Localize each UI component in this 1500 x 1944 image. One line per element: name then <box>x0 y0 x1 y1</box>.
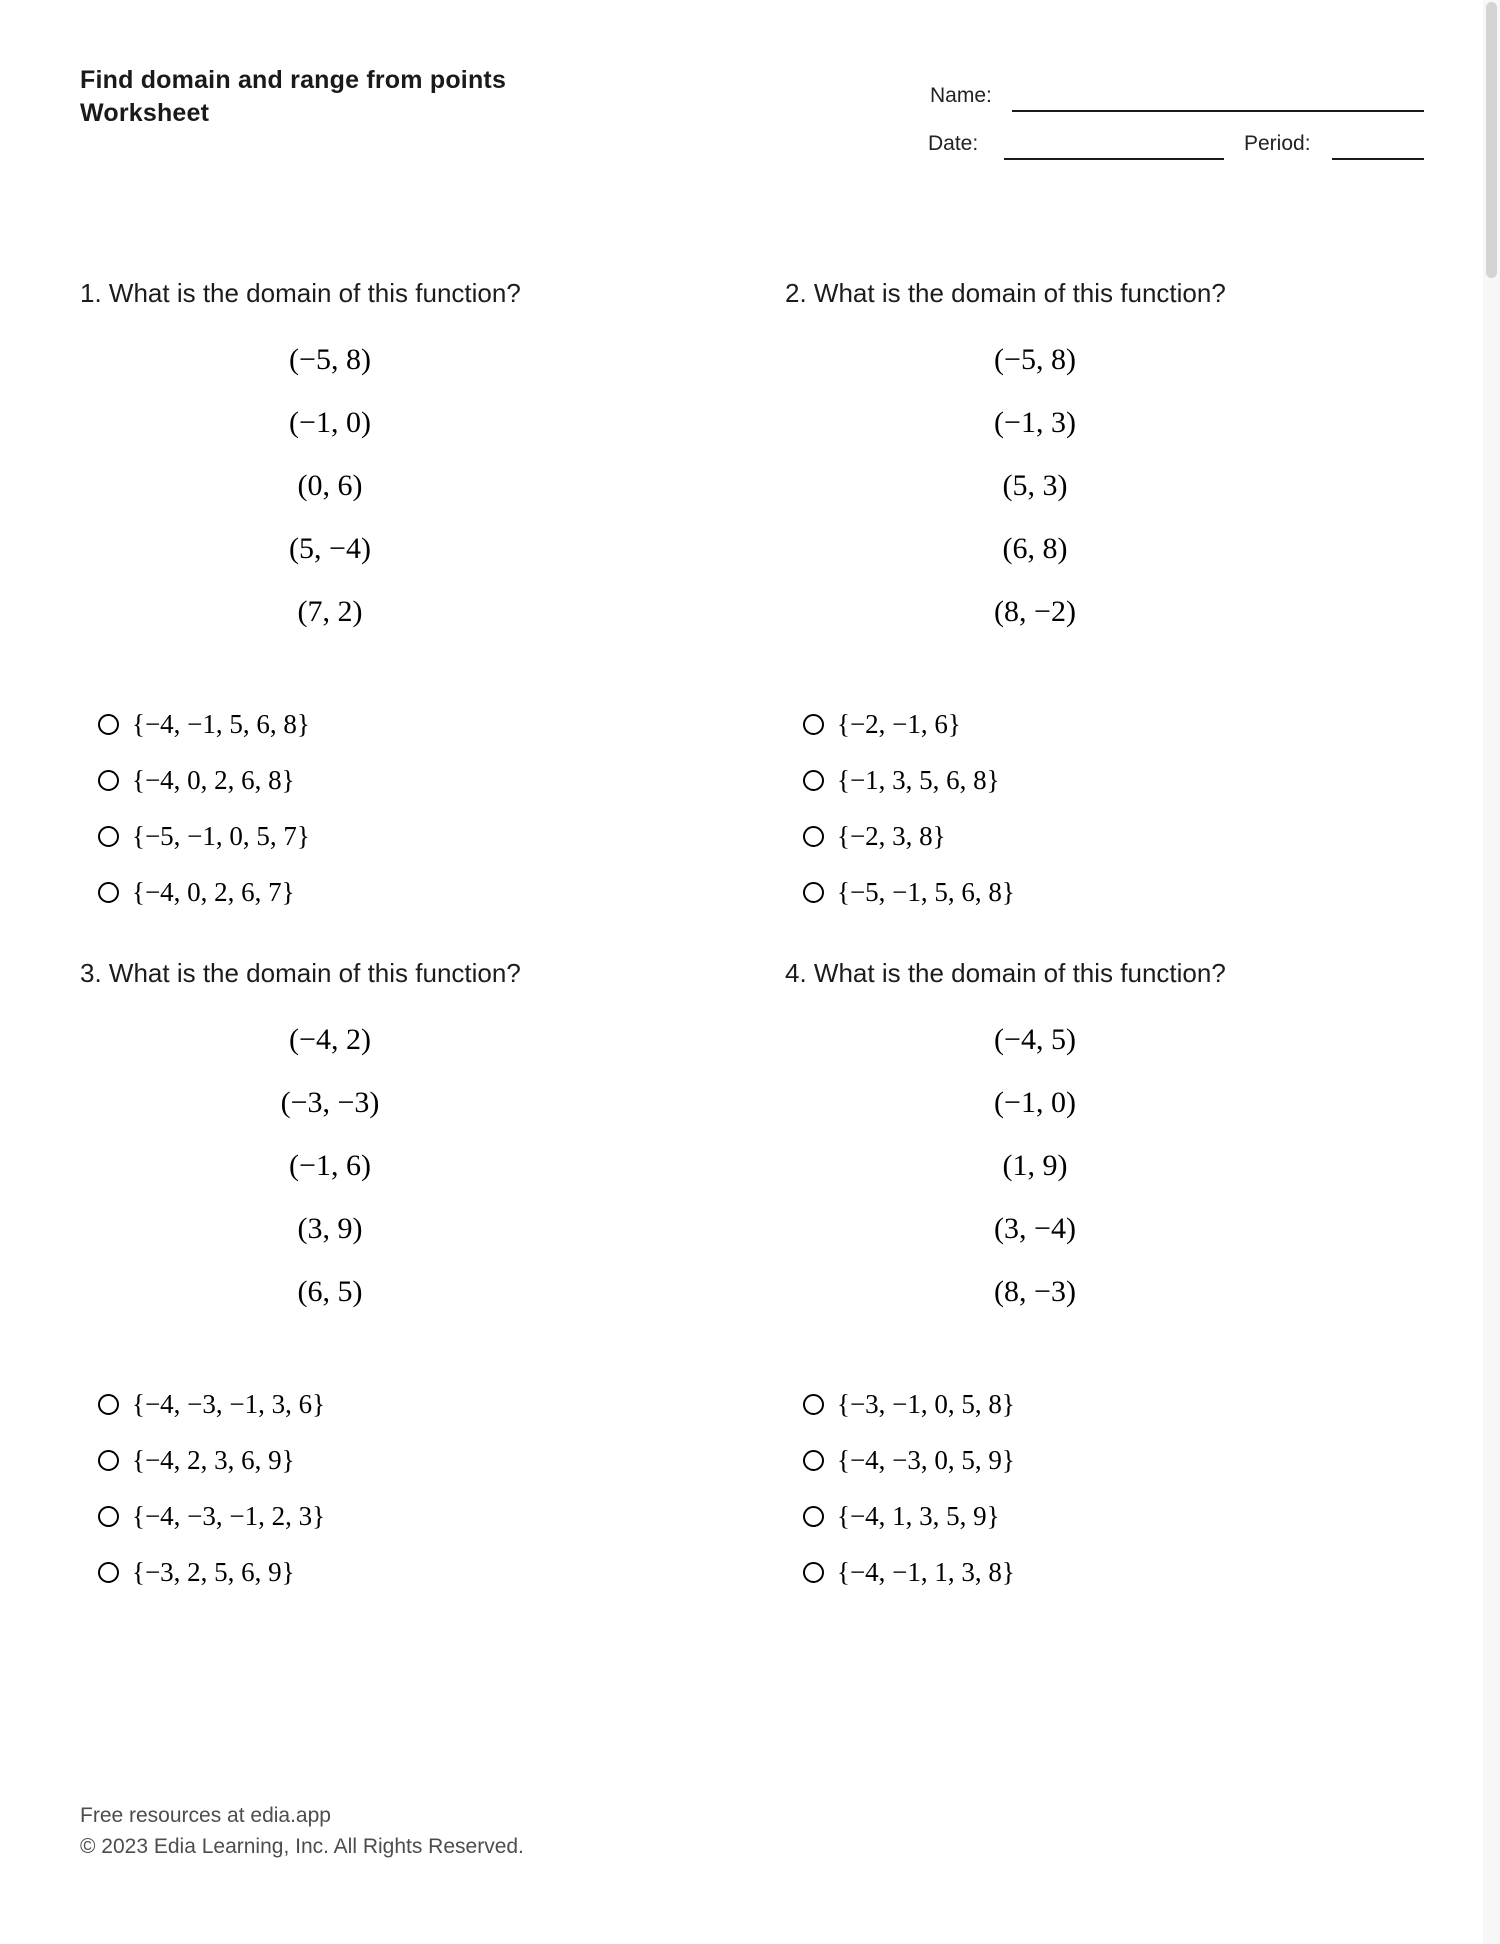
radio-button-icon[interactable] <box>98 1394 119 1415</box>
answer-option[interactable] <box>803 1544 1490 1600</box>
name-blank-line <box>1012 110 1424 112</box>
radio-button-icon[interactable] <box>803 882 824 903</box>
option-label: {−4, −3, 0, 5, 9} <box>837 1444 1015 1475</box>
scrollbar-track[interactable] <box>1483 0 1500 1944</box>
point: (3, 9) <box>297 1212 363 1245</box>
question-4-points <box>785 1008 1285 1323</box>
option-label: {−4, −1, 5, 6, 8} <box>132 708 310 739</box>
point: (1, 9) <box>1002 1149 1068 1182</box>
option-label: {−5, −1, 5, 6, 8} <box>837 876 1015 907</box>
question-1-points <box>80 328 580 643</box>
option-label: {−4, −3, −1, 2, 3} <box>132 1500 326 1531</box>
question-2 <box>785 278 1490 920</box>
option-label: {−4, 1, 3, 5, 9} <box>837 1500 1000 1531</box>
option-label: {−2, −1, 6} <box>837 708 961 739</box>
radio-button-icon[interactable] <box>803 1394 824 1415</box>
point: (−5, 8) <box>289 343 371 376</box>
worksheet-title-line2: Worksheet <box>80 99 210 127</box>
radio-button-icon[interactable] <box>803 826 824 847</box>
question-1 <box>80 278 785 920</box>
option-label: {−5, −1, 0, 5, 7} <box>132 820 310 851</box>
question-3-points <box>80 1008 580 1323</box>
question-3-options <box>98 1376 785 1600</box>
answer-option[interactable] <box>98 1488 785 1544</box>
point: (5, 3) <box>1002 469 1068 502</box>
answer-option[interactable] <box>803 1376 1490 1432</box>
question-4 <box>785 958 1490 1600</box>
option-label: {−4, 0, 2, 6, 8} <box>132 764 295 795</box>
point: (−3, −3) <box>280 1086 380 1119</box>
point: (8, −3) <box>994 1275 1076 1308</box>
point: (−1, 0) <box>994 1086 1076 1119</box>
radio-button-icon[interactable] <box>803 770 824 791</box>
radio-button-icon[interactable] <box>803 714 824 735</box>
question-1-heading: 1. What is the domain of this function? <box>80 278 521 308</box>
answer-option[interactable] <box>98 696 785 752</box>
point: (5, −4) <box>289 532 371 565</box>
worksheet-title-line1: Find domain and range from points <box>80 66 507 94</box>
question-4-options <box>803 1376 1490 1600</box>
date-blank-line <box>1004 158 1224 160</box>
radio-button-icon[interactable] <box>803 1506 824 1527</box>
period-label: Period: <box>1244 132 1311 155</box>
answer-option[interactable] <box>803 752 1490 808</box>
radio-button-icon[interactable] <box>803 1562 824 1583</box>
answer-option[interactable] <box>98 752 785 808</box>
option-label: {−4, −3, −1, 3, 6} <box>132 1388 326 1419</box>
radio-button-icon[interactable] <box>98 1506 119 1527</box>
answer-option[interactable] <box>98 1432 785 1488</box>
period-blank-line <box>1332 158 1424 160</box>
point: (−1, 0) <box>289 406 371 439</box>
question-2-points <box>785 328 1285 643</box>
answer-option[interactable] <box>803 1432 1490 1488</box>
option-label: {−1, 3, 5, 6, 8} <box>837 764 1000 795</box>
question-3 <box>80 958 785 1600</box>
point: (6, 8) <box>1002 532 1068 565</box>
date-label: Date: <box>928 132 979 155</box>
radio-button-icon[interactable] <box>98 1450 119 1471</box>
answer-option[interactable] <box>98 1376 785 1432</box>
option-label: {−3, 2, 5, 6, 9} <box>132 1556 295 1587</box>
radio-button-icon[interactable] <box>803 1450 824 1471</box>
worksheet-title <box>80 64 506 130</box>
point: (0, 6) <box>297 469 363 502</box>
question-2-heading: 2. What is the domain of this function? <box>785 278 1226 308</box>
name-label: Name: <box>930 84 992 107</box>
question-3-heading: 3. What is the domain of this function? <box>80 958 521 988</box>
point: (−4, 5) <box>994 1023 1076 1056</box>
footer-resources-text: Free resources at edia.app <box>80 1804 331 1827</box>
scrollbar-thumb[interactable] <box>1486 2 1497 278</box>
answer-option[interactable] <box>803 864 1490 920</box>
question-1-options <box>98 696 785 920</box>
answer-option[interactable] <box>98 808 785 864</box>
page-footer <box>80 1800 524 1862</box>
answer-option[interactable] <box>98 1544 785 1600</box>
point: (8, −2) <box>994 595 1076 628</box>
radio-button-icon[interactable] <box>98 1562 119 1583</box>
question-2-options <box>803 696 1490 920</box>
radio-button-icon[interactable] <box>98 770 119 791</box>
questions-grid <box>80 278 1490 1600</box>
option-label: {−4, −1, 1, 3, 8} <box>837 1556 1015 1587</box>
option-label: {−4, 2, 3, 6, 9} <box>132 1444 295 1475</box>
point: (3, −4) <box>994 1212 1076 1245</box>
radio-button-icon[interactable] <box>98 826 119 847</box>
point: (−1, 3) <box>994 406 1076 439</box>
point: (−4, 2) <box>289 1023 371 1056</box>
option-label: {−3, −1, 0, 5, 8} <box>837 1388 1015 1419</box>
option-label: {−4, 0, 2, 6, 7} <box>132 876 295 907</box>
point: (−5, 8) <box>994 343 1076 376</box>
question-4-heading: 4. What is the domain of this function? <box>785 958 1226 988</box>
footer-copyright-text: © 2023 Edia Learning, Inc. All Rights Reserved. <box>80 1835 524 1858</box>
radio-button-icon[interactable] <box>98 882 119 903</box>
answer-option[interactable] <box>803 1488 1490 1544</box>
option-label: {−2, 3, 8} <box>837 820 946 851</box>
point: (−1, 6) <box>289 1149 371 1182</box>
answer-option[interactable] <box>803 696 1490 752</box>
point: (7, 2) <box>297 595 363 628</box>
radio-button-icon[interactable] <box>98 714 119 735</box>
answer-option[interactable] <box>803 808 1490 864</box>
point: (6, 5) <box>297 1275 363 1308</box>
answer-option[interactable] <box>98 864 785 920</box>
